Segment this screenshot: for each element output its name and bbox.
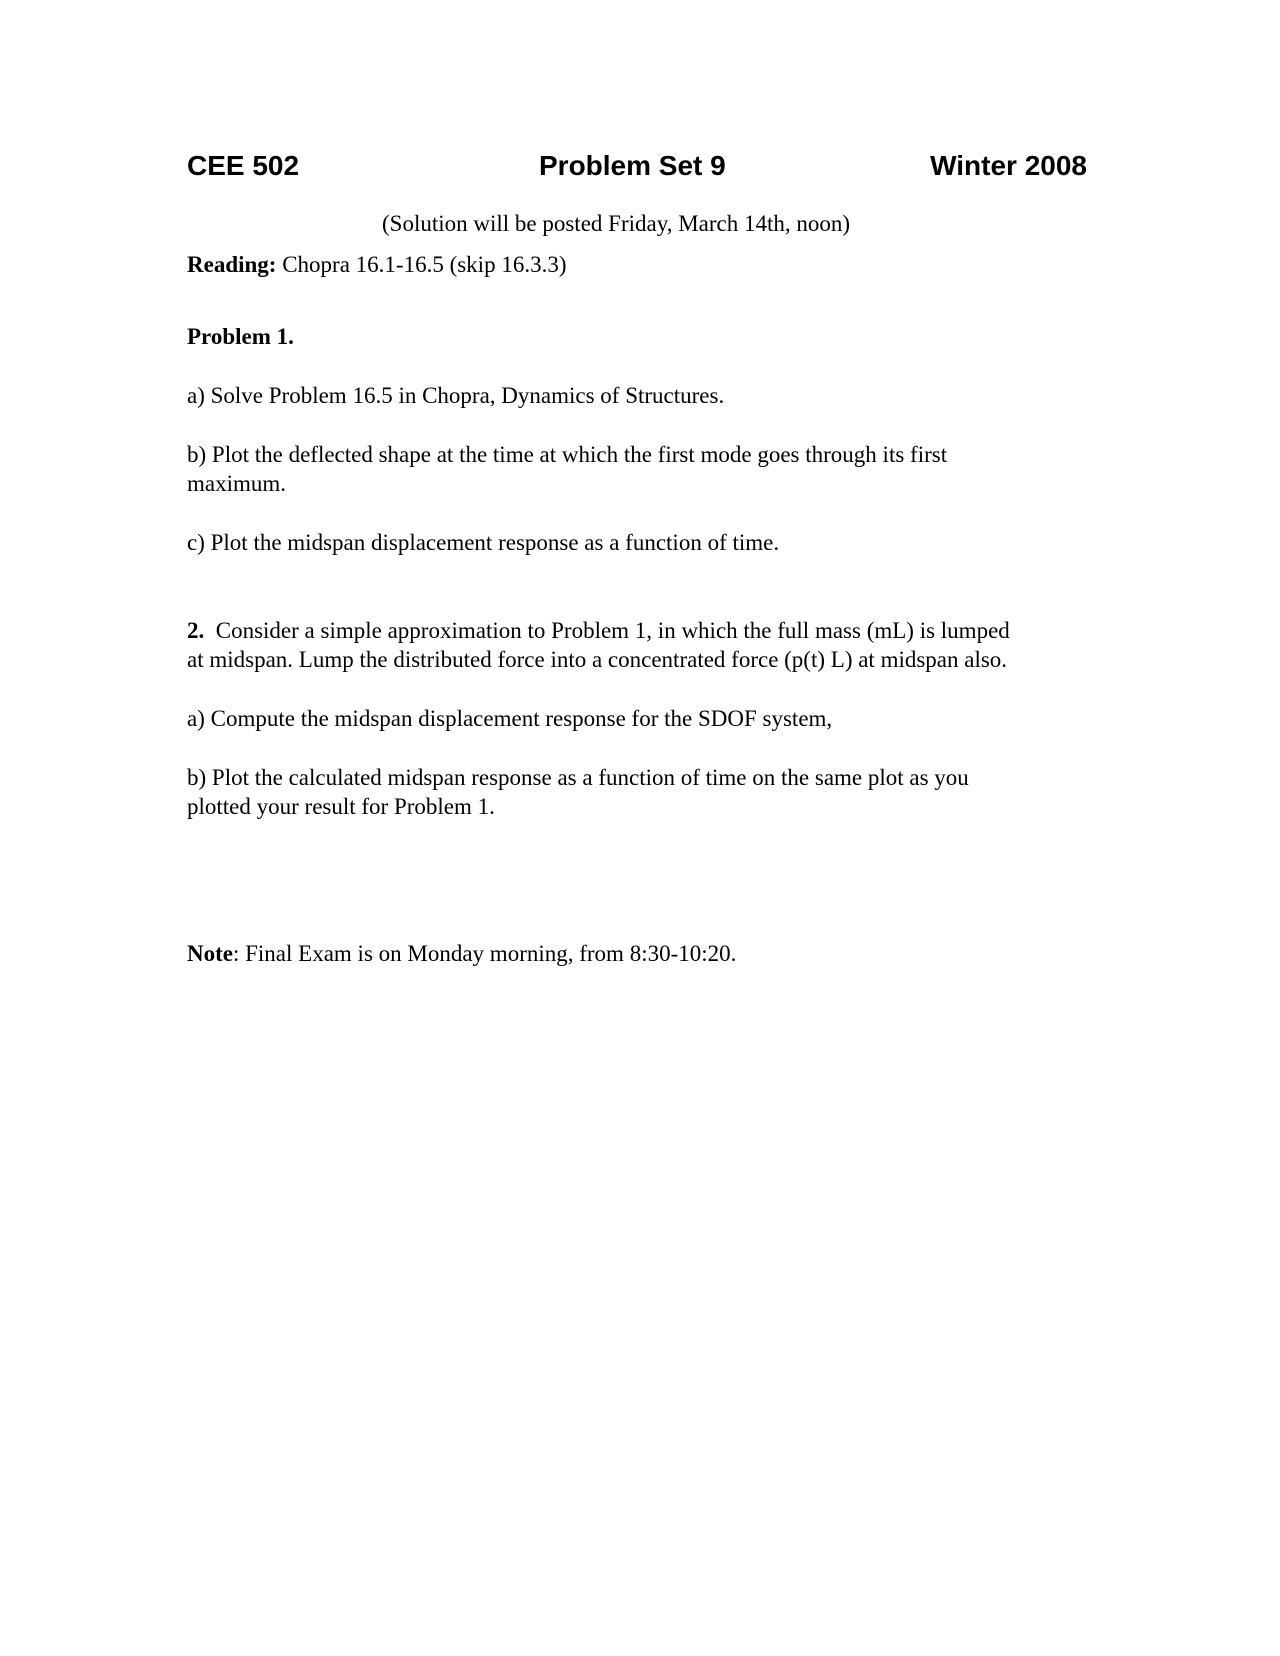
problem2-line2: at midspan. Lump the distributed force into a concentrated force (p(t) L) at midspan also. [187, 647, 1008, 672]
reading-text: Chopra 16.1-16.5 (skip 16.3.3) [282, 252, 567, 277]
solution-notice: (Solution will be posted Friday, March 14th, noon) [382, 211, 851, 236]
final-exam-note [187, 939, 1087, 968]
page-header [187, 146, 1087, 186]
problem1-heading: Problem 1. [187, 324, 294, 349]
course-code: CEE 502 [187, 150, 300, 181]
problem1-part-a: a) Solve Problem 16.5 in Chopra, Dynamics of Structures. [187, 383, 725, 408]
term-label: Winter 2008 [930, 150, 1087, 181]
note-label: Note [187, 941, 233, 966]
reading-assignment [187, 250, 1087, 279]
problem2-part-a: a) Compute the midspan displacement response for the SDOF system, [187, 706, 833, 731]
problem2-line1-text: Consider a simple approximation to Problem 1, in which the full mass (mL) is lumped [215, 618, 1010, 643]
problem1-part-b-line1: b) Plot the deflected shape at the time at which the first mode goes through its first [187, 442, 948, 467]
problem2-line1 [187, 616, 1087, 645]
problem2-part-b-line2: plotted your result for Problem 1. [187, 794, 495, 819]
reading-label: Reading: [187, 252, 277, 277]
problem2-part-b-line1: b) Plot the calculated midspan response as a function of time on the same plot as you [187, 765, 969, 790]
problem1-part-c: c) Plot the midspan displacement response as a function of time. [187, 530, 780, 555]
note-text: : Final Exam is on Monday morning, from 8:30-10:20. [232, 941, 737, 966]
problem2-statement [187, 616, 1087, 674]
problem1-part-b [187, 440, 1087, 498]
problem2-part-b [187, 763, 1087, 821]
problem1-part-b-line2: maximum. [187, 471, 287, 496]
page-title: Problem Set 9 [539, 150, 726, 181]
problem2-number: 2. [187, 618, 205, 643]
